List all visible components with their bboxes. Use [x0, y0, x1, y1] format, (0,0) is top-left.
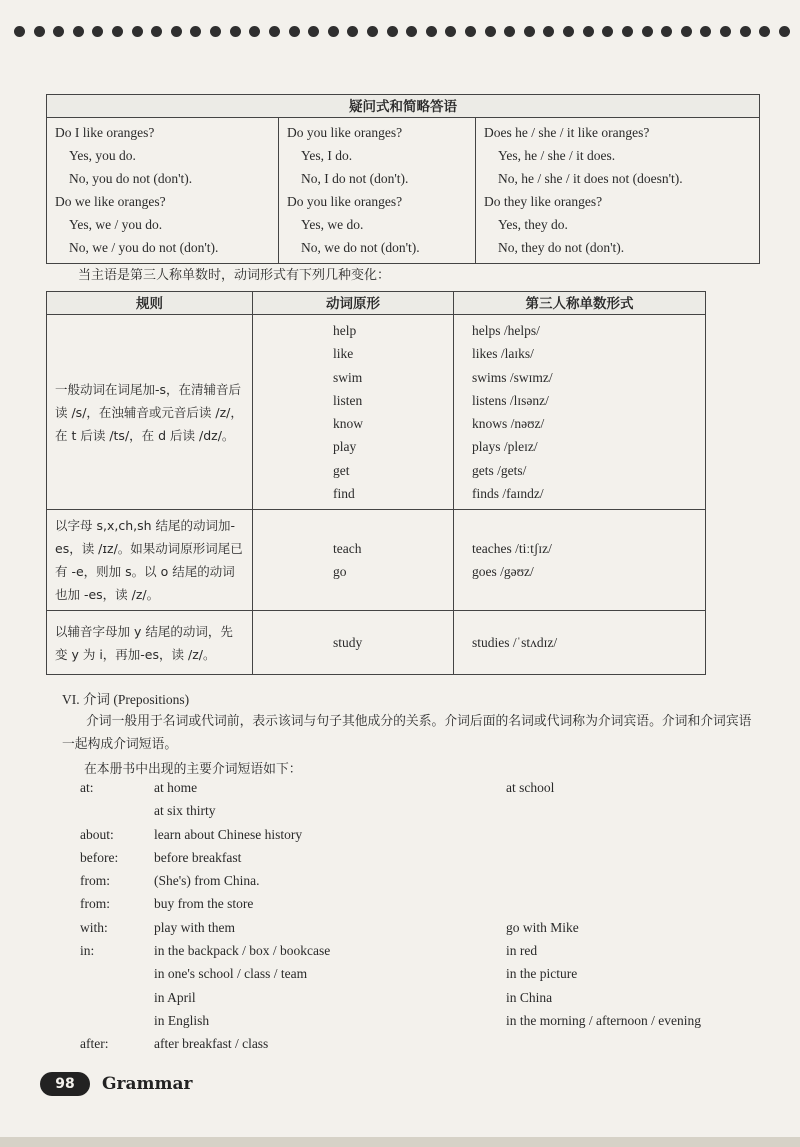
dot [367, 26, 378, 37]
preposition: from: [80, 873, 110, 889]
base-verb: teach [333, 541, 362, 557]
dot [151, 26, 162, 37]
third-person-form: teaches /tiːtʃɪz/ [472, 541, 552, 557]
question: Does he / she / it like oranges? [484, 125, 650, 140]
question: Do we like oranges? [55, 194, 166, 209]
dot [289, 26, 300, 37]
answer: Yes, we / you do. [69, 217, 163, 232]
rule-cell: 以字母 s,x,ch,sh 结尾的动词加-es，读 /ɪz/。如果动词原形词尾已有 -e，则加 s。以 o 结尾的动词也加 -es，读 /z/。 [47, 510, 253, 611]
dot [190, 26, 201, 37]
preposition: in: [80, 943, 95, 959]
base-verb: get [333, 462, 350, 478]
dot [34, 26, 45, 37]
section-paragraph: 介词一般用于名词或代词前，表示该词与句子其他成分的关系。介词后面的名词或代词称为介词宾语。介词和介词宾语一起构成介词短语。 [62, 714, 752, 752]
dot [132, 26, 143, 37]
third-person-form: goes /gəʊz/ [472, 564, 534, 580]
preposition-row [80, 827, 780, 850]
phrase: in April [154, 989, 196, 1005]
header-rule: 规则 [47, 292, 253, 315]
third-person-form: knows /nəʊz/ [472, 416, 545, 432]
answer: Yes, they do. [498, 217, 568, 232]
table1-cell [476, 118, 760, 264]
dot [445, 26, 456, 37]
table1-cell [47, 118, 279, 264]
preposition-row [80, 873, 780, 896]
base-verb: help [333, 323, 357, 338]
dot [308, 26, 319, 37]
third-person-form: finds /faɪndz/ [472, 486, 544, 502]
dot [759, 26, 770, 37]
base-verb: listen [333, 392, 363, 408]
phrase: in the backpack / box / bookcase [154, 943, 331, 959]
dot [14, 26, 25, 37]
dot [524, 26, 535, 37]
header-base: 动词原形 [253, 292, 454, 315]
rule-cell: 以辅音字母加 y 结尾的动词，先变 y 为 i，再加-es，读 /z/。 [47, 611, 253, 675]
dot [73, 26, 84, 37]
dot [583, 26, 594, 37]
base-verb: like [333, 346, 354, 362]
preposition: about: [80, 826, 114, 842]
answer: No, they do not (don't). [498, 240, 625, 255]
base-verb: swim [333, 369, 363, 385]
phrase: play with them [154, 919, 235, 935]
preposition-row [80, 920, 780, 943]
dot [602, 26, 613, 37]
dot [92, 26, 103, 37]
dot [328, 26, 339, 37]
third-cell [454, 510, 706, 611]
preposition: with: [80, 919, 108, 935]
dot [347, 26, 358, 37]
phrase: at six thirty [154, 803, 216, 819]
answer: No, he / she / it does not (doesn't). [498, 171, 683, 186]
dot [622, 26, 633, 37]
header-third-person: 第三人称单数形式 [454, 292, 706, 315]
table1-cell [279, 118, 476, 264]
dot [563, 26, 574, 37]
question: Do they like oranges? [484, 194, 603, 209]
phrase: in the picture [506, 966, 578, 982]
answer: No, we / you do not (don't). [69, 240, 219, 255]
table1-header: 疑问式和简略答语 [47, 95, 760, 118]
phrase: in English [154, 1012, 210, 1028]
phrase: after breakfast / class [154, 1036, 269, 1052]
verb-form-table [46, 291, 706, 675]
dot [681, 26, 692, 37]
answer: No, you do not (don't). [69, 171, 193, 186]
rule-cell: 一般动词在词尾加-s，在清辅音后读 /s/，在浊辅音或元音后读 /z/，在 t 后读 /ts/，在 d 后读 /dz/。 [47, 315, 253, 510]
answer: No, I do not (don't). [301, 171, 409, 186]
dot [465, 26, 476, 37]
phrase: in red [506, 943, 538, 959]
phrase: (She's) from China. [154, 873, 260, 889]
preposition-row [80, 1013, 780, 1036]
dot [504, 26, 515, 37]
base-cell [253, 315, 454, 510]
dot [249, 26, 260, 37]
base-verb: find [333, 486, 355, 502]
bottom-edge [0, 1137, 800, 1147]
section-title: VI. 介词 (Prepositions) [62, 692, 190, 707]
third-cell [454, 315, 706, 510]
third-person-form: gets /gets/ [472, 462, 527, 478]
dot [53, 26, 64, 37]
base-verb: play [333, 439, 357, 455]
phrase: buy from the store [154, 896, 254, 912]
dot [642, 26, 653, 37]
preposition: before: [80, 849, 119, 865]
page-footer [40, 1072, 192, 1096]
base-cell [253, 510, 454, 611]
base-verb: go [333, 564, 347, 580]
third-person-form: helps /helps/ [472, 323, 540, 338]
dot [171, 26, 182, 37]
dot [779, 26, 790, 37]
phrase: learn about Chinese history [154, 826, 303, 842]
dot [661, 26, 672, 37]
third-person-form: plays /pleɪz/ [472, 439, 538, 455]
preposition-row [80, 850, 780, 873]
preposition: at: [80, 780, 94, 795]
third-person-note: 当主语是第三人称单数时，动词形式有下列几种变化： [78, 268, 391, 283]
preposition-list [80, 780, 780, 1060]
phrase: in China [506, 989, 553, 1005]
phrase: before breakfast [154, 849, 242, 865]
phrase: in the morning / afternoon / evening [506, 1012, 701, 1028]
preposition-row [80, 896, 780, 919]
question: Do I like oranges? [55, 125, 155, 140]
base-cell [253, 611, 454, 675]
preposition-row [80, 966, 780, 989]
dot [700, 26, 711, 37]
question: Do you like oranges? [287, 194, 403, 209]
dot [387, 26, 398, 37]
answer: Yes, he / she / it does. [498, 148, 616, 163]
preposition: after: [80, 1036, 109, 1052]
section-subtitle: 在本册书中出现的主要介词短语如下： [84, 762, 302, 777]
question: Do you like oranges? [287, 125, 403, 140]
dot [720, 26, 731, 37]
dot-border [14, 26, 790, 40]
third-cell [454, 611, 706, 675]
third-person-form: studies /ˈstʌdɪz/ [472, 635, 558, 651]
preposition-row [80, 803, 780, 826]
dot [230, 26, 241, 37]
preposition: from: [80, 896, 110, 912]
dot [740, 26, 751, 37]
dot [485, 26, 496, 37]
base-verb: know [333, 416, 363, 432]
page-number: 98 [40, 1072, 90, 1096]
third-person-form: listens /lɪsənz/ [472, 392, 549, 408]
dot [112, 26, 123, 37]
dot [426, 26, 437, 37]
question-answer-table [46, 94, 760, 264]
phrase: at school [506, 780, 555, 795]
answer: Yes, I do. [301, 148, 353, 163]
dot [543, 26, 554, 37]
answer: Yes, we do. [301, 217, 364, 232]
dot [406, 26, 417, 37]
preposition-row [80, 943, 780, 966]
dot [210, 26, 221, 37]
third-person-form: swims /swɪmz/ [472, 369, 553, 385]
phrase: go with Mike [506, 919, 579, 935]
preposition-row [80, 990, 780, 1013]
dot [269, 26, 280, 37]
phrase: in one's school / class / team [154, 966, 308, 982]
phrase: at home [154, 780, 198, 795]
answer: Yes, you do. [69, 148, 136, 163]
preposition-row [80, 780, 780, 803]
third-person-form: likes /laɪks/ [472, 346, 534, 362]
preposition-row [80, 1036, 780, 1059]
answer: No, we do not (don't). [301, 240, 420, 255]
footer-label: Grammar [102, 1074, 193, 1094]
base-verb: study [333, 635, 363, 651]
